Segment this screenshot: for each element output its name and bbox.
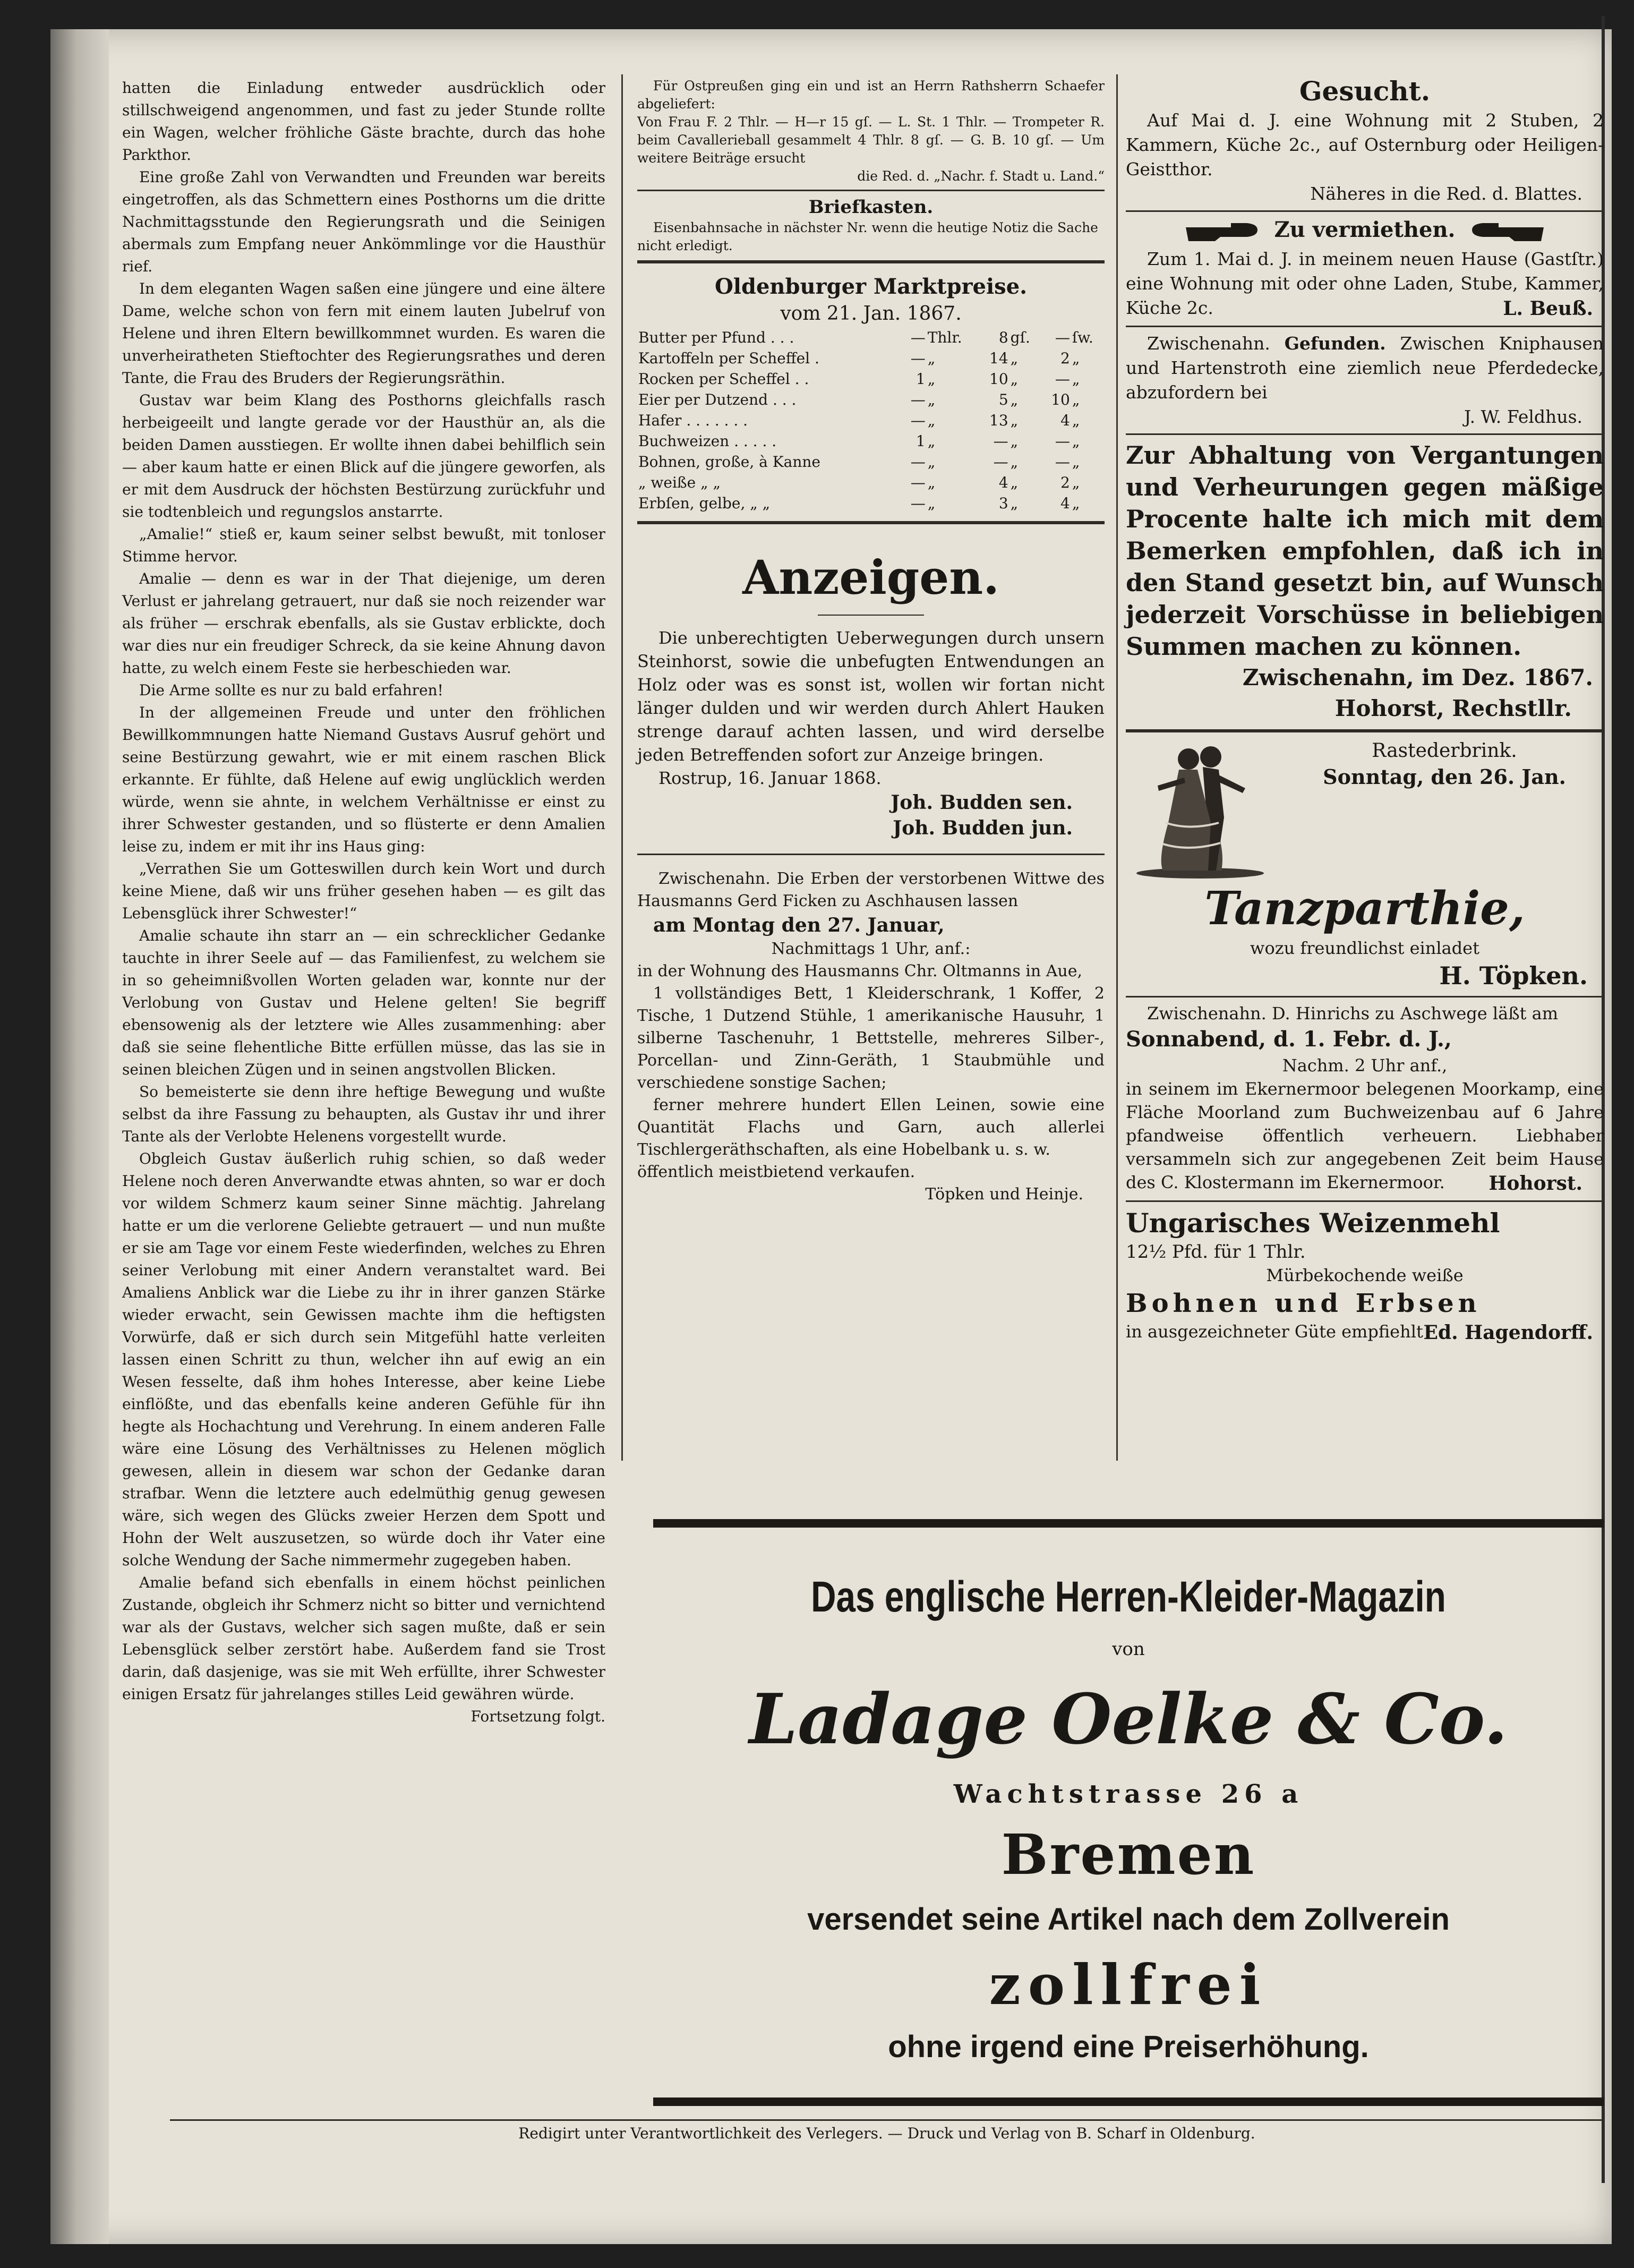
market-unit: „	[1010, 432, 1019, 450]
tanz-place: Rastederbrink.	[1372, 740, 1517, 762]
tanz-sign: H. Töpken.	[1439, 961, 1588, 990]
story-paragraph: hatten die Einladung entweder ausdrücklich oder stillschweigend angenommen, und fast zu jeder Stunde rollte ein Wagen, welcher fröhliche Gäste brachte, durch das hohe Parkthor.	[122, 79, 605, 164]
gefunden-intro: Zwischenahn.	[1147, 333, 1270, 354]
story-column	[122, 77, 605, 1728]
market-row	[637, 348, 1105, 369]
vorschuss-sign: Hohorst, Rechstllr.	[1334, 695, 1572, 721]
market-row	[637, 431, 1105, 451]
story-paragraph: Obgleich Gustav äußerlich ruhig schien, so daß weder Helene noch deren Anverwandte etwas ahnten, so war er doch vor wildem Schmerz kaum seiner Sinne mächtig. Jahrelang hatte er um die verlorene Geliebte getrauert — und nun mußte er sie am Tage vor einem Feste wiederfinden, welches zu Ehren seiner Verlobung mit einer Andern veranstaltet ward. Bei Amaliens Anblick war die Liebe zu ihr in ihrer ganzen Stärke wieder erwacht, sein Gewissen machte ihm die heftigsten Vorwürfe, daß er sich durch sein Mitgefühl hatte verleiten lassen einen Schritt zu thun, welcher ihn auf ewig an ein Wesen fesselte, daß ihm hohes Interesse, aber keine Liebe einflößte, und das ebenfalls keine anderen Gefühle für ihn hegte als Hochachtung und Verehrung. In einem anderen Falle wäre eine Lösung des Verhältnisses zu Helenen möglich gewesen, allein in diesem war schon der Gedanke daran strafbar. Wenn die letztere auch edelmüthig genug gewesen wäre, sich wegen des Glücks zweier Herzen dem Spott und Hohn der Welt auszusetzen, so würde doch ihr Vater eine solche Wendung der Sache nimmermehr zugegeben haben.	[122, 1150, 605, 1569]
market-thaler: —	[910, 349, 926, 367]
pointing-hand-icon	[1467, 217, 1546, 243]
divider	[1126, 433, 1604, 435]
auction-closing: öffentlich meistbietend verkaufen.	[637, 1163, 916, 1181]
auction-time: Nachmittags 1 Uhr, anf.:	[771, 940, 971, 958]
market-unit: gſ.	[1010, 329, 1030, 346]
gefunden-sign: J. W. Feldhus.	[1464, 406, 1582, 427]
right-column	[1126, 74, 1604, 1345]
market-table	[637, 327, 1105, 514]
market-thaler: —	[910, 412, 926, 429]
gefunden-title: Gefunden.	[1284, 333, 1386, 354]
market-schwaren: 2	[1060, 474, 1070, 491]
market-row	[637, 369, 1105, 389]
verheuerung-ad	[1126, 1002, 1604, 1196]
magazin-von: von	[1112, 1639, 1145, 1660]
story-paragraph: Amalie befand sich ebenfalls in einem höchst peinlichen Zustande, obgleich ihr Schmerz nicht so bitter und vernichtend war als der Gustavs, welcher sich sagen mußte, daß er sein Lebensglück selber zerstört habe. Außerdem fand sie Trost darin, daß dasjenige, was sie mit Weh erfüllte, ihrer Schwester einigen Ersatz für jahrelanges stilles Leid gewähren würde.	[122, 1574, 605, 1703]
story-paragraph: So bemeisterte sie denn ihre heftige Bewegung und wußte selbst da ihre Fassung zu behaupten, als Gustav ihr und ihrer Tante als der Verlobte Helenens vorgestellt wurde.	[122, 1083, 605, 1145]
verheuerung-text: in seinem im Ekernermoor belegenen Moorkamp, eine Fläche Moorland zum Buchweizenbau auf 6 Jahre pfandweise öffentlich verheuern. Liebhaber versammeln sich zur angegebenen Zeit beim Hause des C. Klostermann im Ekernermoor.	[1126, 1079, 1604, 1192]
market-unit: „	[1072, 412, 1080, 429]
auction-more: ferner mehrere hundert Ellen Leinen, sowie eine Quantität Flachs und Garn, auch allerlei Tischlergeräthschaften, als eine Hobelbank u. s. w.	[637, 1096, 1105, 1159]
market-thaler: —	[910, 329, 926, 346]
auction-place: in der Wohnung des Hausmanns Chr. Oltmanns in Aue,	[637, 962, 1083, 980]
verheuerung-time: Nachm. 2 Uhr anf.,	[1282, 1055, 1448, 1076]
market-row	[637, 472, 1105, 493]
herren-kleider-magazin-ad	[653, 1519, 1604, 2106]
market-unit: „	[927, 494, 936, 512]
mehl-product: Bohnen und Erbsen	[1126, 1289, 1481, 1318]
story-paragraph: Eine große Zahl von Verwandten und Freunden war bereits eingetroffen, als das Schmettern eines Posthorns um die dritte Nachmittagsstunde den Regierungsrath und die Seinigen abermals zum Empfang neuer Ankömmlinge vor die Hausthür rief.	[122, 168, 605, 275]
market-unit: „	[927, 349, 936, 367]
market-groschen: —	[993, 432, 1008, 450]
market-thaler: —	[910, 453, 926, 471]
anzeigen-heading: Anzeigen.	[742, 550, 999, 605]
market-schwaren: —	[1055, 432, 1070, 450]
middle-column	[637, 77, 1105, 1206]
market-groschen: 14	[989, 349, 1008, 367]
auction-date: am Montag den 27. Januar,	[653, 914, 945, 936]
vermiethen-text: Zum 1. Mai d. J. in meinem neuen Hause (Gastſtr.) eine Wohnung mit oder ohne Laden, Stube, Kammer, Küche 2c.	[1126, 249, 1604, 318]
market-schwaren: 10	[1051, 391, 1070, 408]
auction-intro: Zwischenahn. Die Erben der verstorbenen Wittwe des Hausmanns Gerd Ficken zu Aschhausen lassen	[637, 869, 1105, 910]
divider	[637, 190, 1105, 191]
story-paragraph: Die Arme sollte es nur zu bald erfahren!	[139, 681, 443, 699]
market-unit: „	[1010, 474, 1019, 491]
market-unit: „	[1010, 349, 1019, 367]
magazin-ships: versendet seine Artikel nach dem Zollverein	[807, 1902, 1450, 1937]
story-paragraph: Amalie schaute ihn starr an — ein schrecklicher Gedanke tauchte in ihrer Seele auf — das Familienfest, zu welchem sie in so geheimnißvollen Worten geladen war, konnte nur der Verlobung von Gustav und Helene gelten! Sie begriff ebensowenig als der letztere wie Alles zusammenhing: aber daß sie seine flehentliche Bitte erfüllen müsse, das las sie in seinen bleichen Zügen und in seinen angstvollen Blicken.	[122, 927, 605, 1078]
book-binding	[50, 29, 109, 2244]
market-unit: „	[927, 453, 936, 471]
market-groschen: —	[993, 453, 1008, 471]
market-groschen: 10	[989, 370, 1008, 388]
auction-items: 1 vollständiges Bett, 1 Kleiderschrank, 1 Koffer, 2 Tische, 1 Dutzend Stühle, 1 amerikanische Hausuhr, 1 silberne Taschenuhr, 1 Bettstelle, mehreres Silber-, Porcellan- und Zinn-Geräth, 1 Staubmühle und verschiedene sonstige Sachen;	[637, 984, 1105, 1092]
budden-place-date: Rostrup, 16. Januar 1868.	[658, 768, 882, 788]
market-schwaren: 2	[1060, 349, 1070, 367]
ostpreussen-notice	[637, 77, 1105, 185]
tanz-ad	[1126, 738, 1604, 992]
ad-border-bottom	[653, 2098, 1604, 2106]
market-unit: „	[1010, 391, 1019, 408]
gesucht-info: Näheres in die Red. d. Blattes.	[1310, 183, 1582, 204]
magazin-city: Bremen	[1001, 1822, 1256, 1887]
auction-notice	[637, 868, 1105, 1206]
divider	[1126, 210, 1604, 212]
tanz-date: Sonntag, den 26. Jan.	[1323, 765, 1566, 789]
tanz-title: Tanzparthie,	[1204, 882, 1525, 935]
imprint-divider	[170, 2119, 1604, 2121]
market-unit: „	[1072, 391, 1080, 408]
budden-signature-1: Joh. Budden sen.	[891, 791, 1073, 814]
market-prices	[637, 273, 1105, 514]
divider	[637, 260, 1105, 263]
gesucht-text: Auf Mai d. J. eine Wohnung mit 2 Stuben, 2 Kammern, Küche 2c., auf Osternburg oder Heiligen-Geistthor.	[1126, 110, 1604, 180]
ostpreussen-sign: die Red. d. „Nachr. f. Stadt u. Land.“	[857, 168, 1105, 184]
verheuerung-date: Sonnabend, d. 1. Febr. d. J.,	[1126, 1027, 1452, 1052]
ostpreussen-body: Von Frau F. 2 Thlr. — H—r 15 gſ. — L. St. 1 Thlr. — Trompeter R. beim Cavallerieball gesammelt 4 Thlr. 8 gſ. — G. B. 10 gſ. — Um weitere Beiträge ersucht	[637, 114, 1105, 166]
market-unit: „	[1072, 432, 1080, 450]
market-unit: ſw.	[1072, 329, 1093, 346]
story-paragraph: „Verrathen Sie um Gotteswillen durch kein Wort und durch keine Miene, daß wir uns früher gesehen haben — es gilt das Lebensglück ihrer Schwester!“	[122, 860, 605, 922]
market-item: Erbſen, gelbe, „ „	[638, 494, 771, 512]
market-item: Kartoffeln per Scheffel .	[638, 349, 819, 367]
divider	[1126, 326, 1604, 327]
gesucht-ad	[1126, 74, 1604, 206]
gefunden-line	[1126, 331, 1604, 405]
divider	[637, 521, 1105, 524]
market-thaler: —	[910, 494, 926, 512]
market-item: Butter per Pfund . . .	[638, 329, 794, 346]
imprint: Redigirt unter Verantwortlichkeit des Verlegers. — Druck und Verlag von B. Scharf in Oldenburg.	[518, 2125, 1255, 2142]
market-thaler: —	[910, 391, 926, 408]
market-unit: „	[927, 370, 936, 388]
mehl-text: in ausgezeichneter Güte empfiehlt	[1126, 1321, 1423, 1342]
market-unit: „	[1010, 453, 1019, 471]
magazin-street: Wachtstrasse 26 a	[953, 1779, 1304, 1809]
tanz-invite: wozu freundlichst einladet	[1250, 938, 1479, 958]
story-paragraph: Amalie — denn es war in der That diejenige, um deren Verlust er jahrelang getrauert, nur daß sie noch reizender war als früher — erschrak ebenfalls, als sie Gustav erblickte, doch war dies nur ein freudiger Schreck, da sie keine Ahnung davon hatte, zu welch einem Feste sie herbeschieden war.	[122, 570, 605, 677]
story-paragraph: In dem eleganten Wagen saßen eine jüngere und eine ältere Dame, welche schon von fern mit einem lauten Jubelruf von Helene und ihren Eltern bewillkommnet wurden. Es waren die unverheiratheten Stieftochter des Regierungsrathes und deren Tante, die Frau des Bruders der Regierungsräthin.	[122, 280, 605, 387]
budden-signature-2: Joh. Budden jun.	[893, 817, 1073, 839]
story-paragraph: In der allgemeinen Freude und unter den fröhlichen Bewillkommnungen hatte Niemand Gustavs Ausruf gehört und seine Bestürzung gewahrt, wie er mit einem raschen Blick erkannte. Er fühlte, daß Helene auf ewig unglücklich werden würde, wenn sie ahnte, in welchem Verhältnisse er einst zu ihrer Schwester gestanden, und so flüsterte er denn Amalien leise zu, indem er mit ihr ins Haus ging:	[122, 704, 605, 855]
market-item: Hafer . . . . . . .	[638, 412, 748, 429]
market-unit: „	[1010, 494, 1019, 512]
market-row	[637, 327, 1105, 348]
pointing-hand-icon	[1183, 217, 1263, 243]
market-groschen: 5	[998, 391, 1008, 408]
vermiethen-ad	[1126, 216, 1604, 321]
story-paragraph: „Amalie!“ stieß er, kaum seiner selbst bewußt, mit tonloser Stimme hervor.	[122, 525, 605, 565]
market-unit: „	[1072, 370, 1080, 388]
market-unit: „	[1072, 349, 1080, 367]
market-schwaren: —	[1055, 329, 1070, 346]
ostpreussen-intro: Für Ostpreußen ging ein und ist an Herrn Rathsherrn Schaefer abgeliefert:	[637, 78, 1105, 112]
auction-sign: Töpken und Heinje.	[925, 1185, 1083, 1204]
column-divider	[1116, 74, 1118, 1461]
story-continued: Fortsetzung folgt.	[470, 1708, 605, 1725]
story-paragraph: Gustav war beim Klang des Posthorns gleichfalls rasch herbeigeeilt und langte gerade vor der Hausthür an, als die beiden Damen ausstiegen. Er wollte ihnen dabei behilflich sein — aber kaum hatte er einen Blick auf die jüngere geworfen, als er mit dem Ausdruck der höchsten Bestürzung zurückfuhr und sie todtenbleich und regungslos anstarrte.	[122, 391, 605, 521]
divider	[1126, 1200, 1604, 1202]
ad-border-top	[653, 1519, 1604, 1528]
divider	[1126, 996, 1604, 997]
market-date: vom 21. Jan. 1867.	[780, 303, 962, 325]
column-divider	[621, 74, 623, 1461]
budden-notice	[637, 626, 1105, 841]
vorschuss-place-date: Zwischenahn, im Dez. 1867.	[1242, 664, 1593, 690]
mehl-sign: Ed. Hagendorff.	[1423, 1321, 1593, 1344]
vermiethen-header	[1126, 216, 1604, 244]
market-row	[637, 410, 1105, 431]
gefunden-text: Zwischen Kniphausen und Hartenstroth eine ziemlich neue Pferdedecke, abzufordern bei	[1126, 333, 1604, 403]
market-unit: „	[1072, 474, 1080, 491]
magazin-preis: ohne irgend eine Preiserhöhung.	[888, 2030, 1369, 2064]
market-unit: „	[1072, 494, 1080, 512]
market-schwaren: —	[1055, 453, 1070, 471]
gesucht-title: Gesucht.	[1299, 75, 1431, 107]
market-unit: „	[927, 391, 936, 408]
mehl-title: Ungarisches Weizenmehl	[1126, 1207, 1500, 1239]
verheuerung-sign: Hohorst.	[1488, 1172, 1582, 1195]
market-item: „ weiße „ „	[638, 474, 721, 491]
divider	[637, 854, 1105, 855]
magazin-title: Das englische Herren-Kleider-Magazin	[811, 1573, 1446, 1621]
vorschuss-text: Zur Abhaltung von Vergantungen und Verheurungen gegen mäßige Procente halte ich mich mit dem Bemerken empfohlen, daß ich in den Stand gesetzt bin, auf Wunsch jederzeit Vorschüsse in beliebigen Summen machen zu können.	[1126, 441, 1604, 661]
market-title: Oldenburger Marktpreise.	[714, 274, 1028, 299]
market-item: Bohnen, große, à Kanne	[638, 453, 820, 471]
market-unit: „	[1010, 370, 1019, 388]
market-groschen: 8	[998, 329, 1008, 346]
market-groschen: 13	[989, 412, 1008, 429]
market-unit: Thlr.	[927, 329, 962, 346]
market-schwaren: 4	[1060, 412, 1070, 429]
vorschuss-ad	[1126, 439, 1604, 724]
vermiethen-title: Zu vermiethen.	[1274, 217, 1456, 242]
budden-text: Die unberechtigten Ueberwegungen durch unsern Steinhorst, sowie die unbefugten Entwendungen an Holz oder was es sonst ist, wollen wir fortan nicht länger dulden und wir werden durch Ahlert Hauken strenge darauf achten lassen, und wird derselbe jeden Betreffenden sofort zur Anzeige bringen.	[637, 628, 1105, 765]
market-unit: „	[927, 412, 936, 429]
mehl-sub: Mürbekochende weiße	[1266, 1265, 1464, 1285]
divider	[1126, 729, 1604, 732]
market-unit: „	[927, 432, 936, 450]
market-row	[637, 451, 1105, 472]
briefkasten-text: Eisenbahnsache in nächster Nr. wenn die heutige Notiz die Sache nicht erledigt.	[637, 220, 1098, 253]
market-unit: „	[927, 474, 936, 491]
verheuerung-intro: Zwischenahn. D. Hinrichs zu Aschwege läßt am	[1147, 1003, 1559, 1024]
market-item: Eier per Dutzend . . .	[638, 391, 797, 408]
vermiethen-sign: L. Beuß.	[1503, 297, 1593, 320]
dancing-couple-illustration	[1126, 738, 1274, 881]
briefkasten-title: Briefkasten.	[808, 197, 934, 218]
market-unit: „	[1072, 453, 1080, 471]
market-thaler: 1	[916, 432, 926, 450]
magazin-firm: Ladage Oelke & Co.	[749, 1678, 1508, 1760]
briefkasten	[637, 195, 1105, 255]
market-item: Rocken per Scheffel . .	[638, 370, 809, 388]
market-row	[637, 493, 1105, 514]
market-thaler: 1	[916, 370, 926, 388]
market-thaler: —	[910, 474, 926, 491]
market-schwaren: 4	[1060, 494, 1070, 512]
market-groschen: 4	[998, 474, 1008, 491]
divider	[818, 615, 924, 616]
magazin-zollfrei: zollfrei	[989, 1952, 1268, 2017]
market-groschen: 3	[998, 494, 1008, 512]
market-unit: „	[1010, 412, 1019, 429]
mehl-ad	[1126, 1206, 1604, 1345]
market-item: Buchweizen . . . . .	[638, 432, 777, 450]
market-row	[637, 389, 1105, 410]
gefunden-ad	[1126, 331, 1604, 429]
market-schwaren: —	[1055, 370, 1070, 388]
mehl-price: 12½ Pfd. für 1 Thlr.	[1126, 1241, 1306, 1263]
